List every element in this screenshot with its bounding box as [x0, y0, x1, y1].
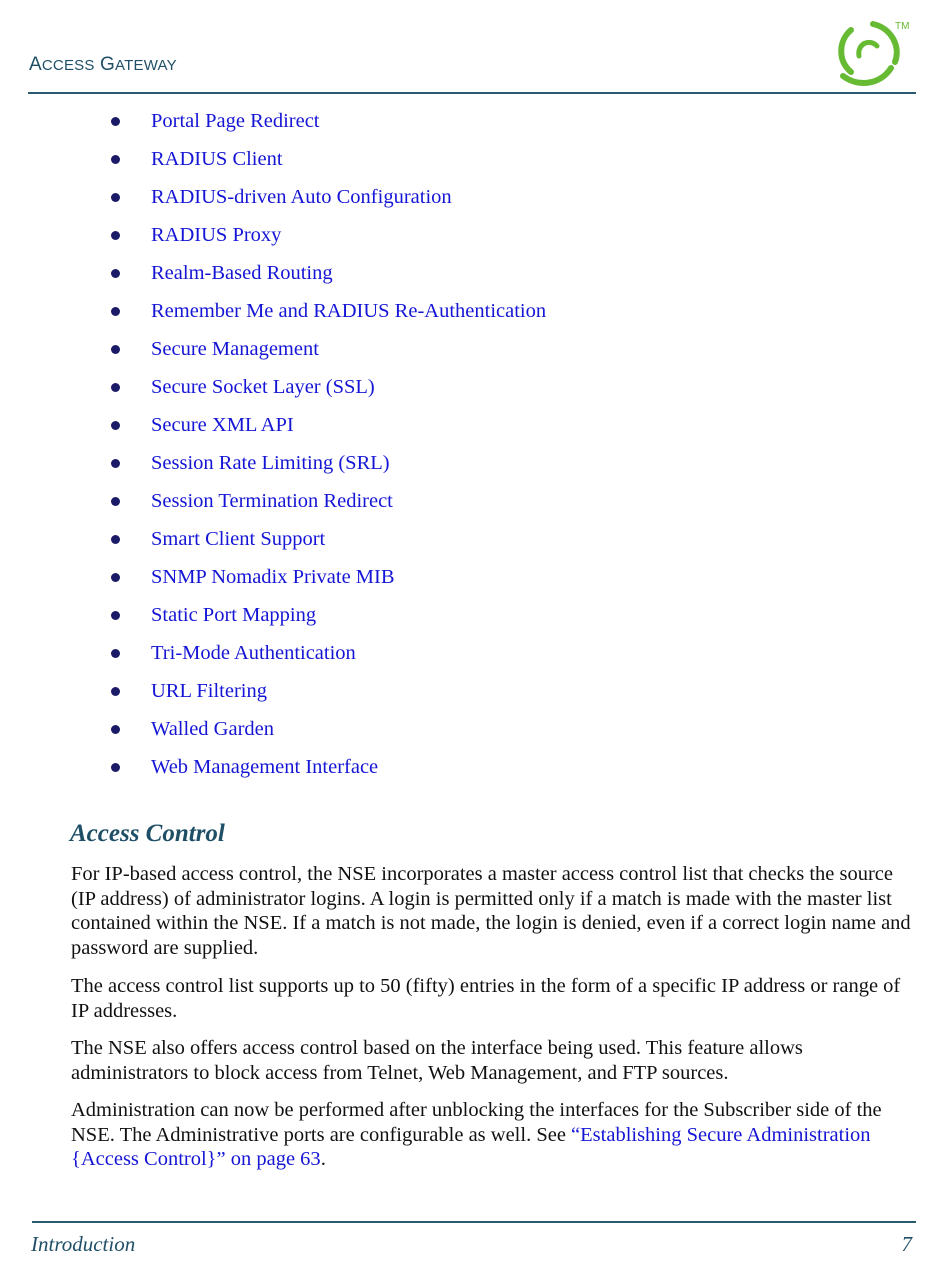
bullet-icon [111, 611, 120, 620]
bullet-icon [111, 497, 120, 506]
bullet-icon [111, 573, 120, 582]
bullet-icon [111, 421, 120, 430]
bullet-icon [111, 763, 120, 772]
bullet-icon [111, 155, 120, 164]
bullet-icon [111, 193, 120, 202]
feature-link[interactable]: Tri-Mode Authentication [151, 642, 356, 664]
feature-link[interactable]: Web Management Interface [151, 756, 379, 778]
feature-link[interactable]: Realm-Based Routing [151, 262, 333, 284]
paragraph-access-control-list: For IP-based access control, the NSE incorporates a master access control list that checks the source (IP address) of administrator logins. A login is permitted only if a match is made with the master list contained within the NSE. If a match is not made, the login is denied, even if a correct login name and password are supplied. [71, 863, 911, 959]
paragraph-administration-end: . [320, 1148, 326, 1170]
feature-link[interactable]: RADIUS-driven Auto Configuration [151, 186, 452, 208]
bullet-icon [111, 649, 120, 658]
bullet-icon [111, 725, 120, 734]
header-word-ateway: ATEWAY [115, 57, 177, 74]
paragraph-administration-text: Administration can now be performed after unblocking the interfaces for the Subscriber side of the NSE. The Administrative ports are configurable as well. See [71, 1099, 882, 1146]
feature-link[interactable]: RADIUS Proxy [151, 224, 282, 246]
feature-link[interactable]: Walled Garden [151, 718, 274, 740]
feature-link[interactable]: Static Port Mapping [151, 604, 317, 626]
header-divider [28, 92, 916, 94]
page-number: 7 [901, 1232, 912, 1256]
feature-link[interactable]: Secure XML API [151, 414, 294, 436]
footer-divider [32, 1221, 916, 1223]
bullet-icon [111, 269, 120, 278]
bullet-icon [111, 307, 120, 316]
logo-inner-swirl [859, 42, 877, 56]
bullet-icon [111, 117, 120, 126]
paragraph-interface-control: The NSE also offers access control based on the interface being used. This feature allows administrators to block access from Telnet, Web Management, and FTP sources. [71, 1037, 803, 1084]
feature-link[interactable]: SNMP Nomadix Private MIB [151, 566, 395, 588]
bullet-icon [111, 459, 120, 468]
header-initial-g: G [100, 54, 116, 75]
bullet-icon [111, 535, 120, 544]
feature-link[interactable]: Smart Client Support [151, 528, 326, 550]
header-word-ccess: CCESS [41, 57, 95, 74]
trademark-mark: TM [895, 21, 910, 32]
cross-reference-link[interactable]: “Establishing Secure Administration {Access Control}” on page 63 [71, 1123, 871, 1170]
bullet-icon [111, 231, 120, 240]
swirl-logo-icon [829, 16, 911, 88]
bullet-icon [111, 383, 120, 392]
feature-link[interactable]: URL Filtering [151, 680, 267, 702]
feature-link[interactable]: Remember Me and RADIUS Re-Authentication [151, 300, 547, 322]
footer-chapter: Introduction [31, 1232, 136, 1256]
section-heading: Access Control [70, 820, 225, 847]
feature-link[interactable]: RADIUS Client [151, 148, 283, 170]
bullet-icon [111, 687, 120, 696]
feature-link[interactable]: Secure Socket Layer (SSL) [151, 376, 375, 398]
feature-link[interactable]: Session Termination Redirect [151, 490, 393, 512]
paragraph-entries-limit: The access control list supports up to 50 (fifty) entries in the form of a specific IP address or range of IP addresses. [71, 975, 901, 1022]
logo-arc-left [841, 30, 851, 72]
running-header [29, 54, 177, 76]
feature-link[interactable]: Secure Management [151, 338, 319, 360]
logo-graphic [829, 16, 911, 88]
feature-link[interactable]: Session Rate Limiting (SRL) [151, 452, 390, 474]
bullet-icon [111, 345, 120, 354]
paragraph-administration [71, 1098, 921, 1172]
feature-link[interactable]: Portal Page Redirect [151, 110, 320, 132]
header-initial-a: A [29, 54, 42, 75]
